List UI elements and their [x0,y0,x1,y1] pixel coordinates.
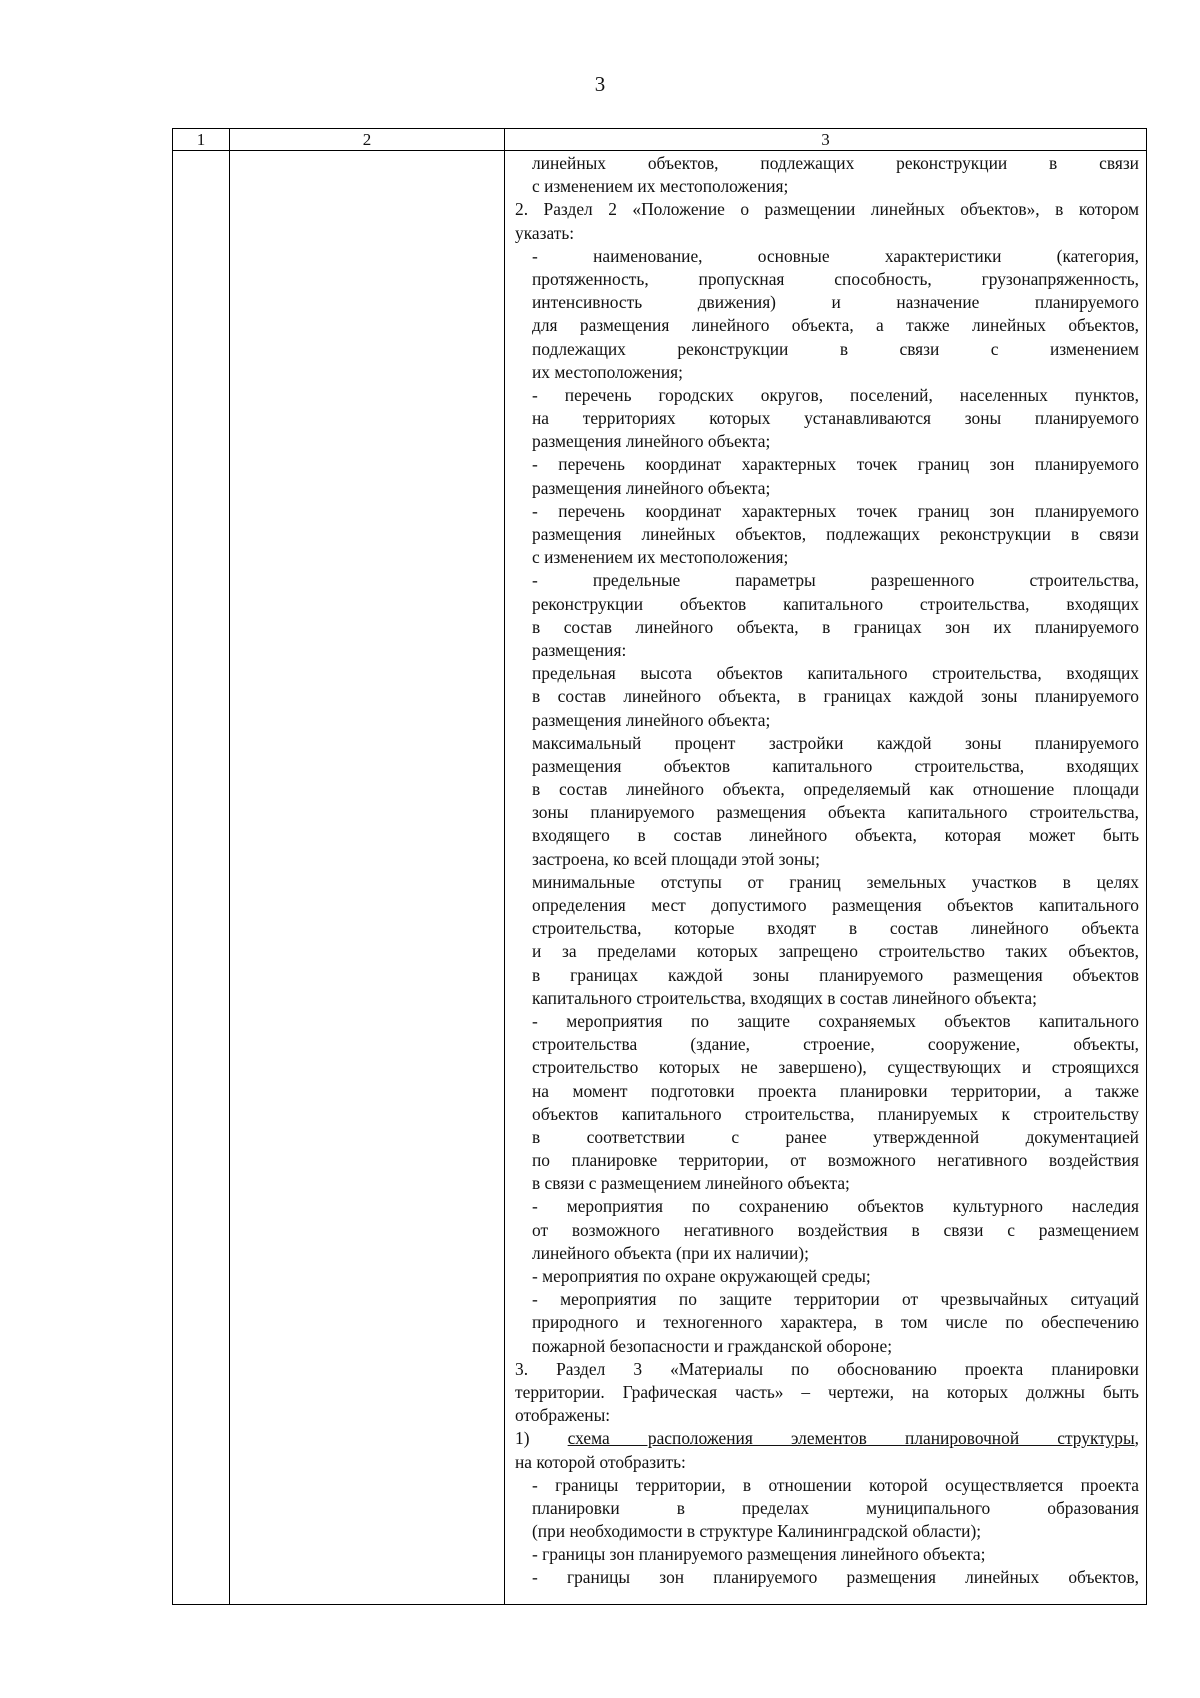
text-line: максимальный процент застройки каждой зоны планируемого [532,732,1139,753]
text-line: минимальные отступы от границ земельных участков в целях [532,871,1139,892]
text-line: предельная высота объектов капитального строительства, входящих [532,663,1139,684]
text-line: 3. Раздел 3 «Материалы по обоснованию проекта планировки [515,1358,1139,1379]
text-line: определения мест допустимого размещения объектов капитального [532,895,1139,915]
text-line: на момент подготовки проекта планировки территории, а также [532,1080,1139,1101]
text-line: указать: [515,222,575,243]
text-line: в состав линейного объекта, в границах зон их планируемого [532,616,1139,637]
text-line: - перечень координат характерных точек границ зон планируемого [532,454,1139,475]
text-line: строительства, которые входят в состав линейного объекта [532,918,1139,939]
text-line: - перечень координат характерных точек границ зон планируемого [532,500,1139,521]
text-line: капитального строительства, входящих в состав линейного объекта; [532,987,1037,1008]
text-line: в состав линейного объекта, в границах каждой зоны планируемого [532,686,1139,707]
text-line: размещения линейных объектов, подлежащих реконструкции в связи [532,524,1139,544]
page-number: 3 [594,72,606,96]
text-line: подлежащих реконструкции в связи с изменением [532,338,1139,359]
column-header-1: 1 [196,130,206,149]
text-line: застроена, ко всей площади этой зоны; [532,848,820,869]
text-line: (при необходимости в структуре Калининградской области); [532,1521,982,1542]
text-line: размещения линейного объекта; [532,477,771,498]
column-header-2: 2 [362,130,372,149]
text-line: - мероприятия по сохранению объектов культурного наследия [532,1196,1139,1217]
text-line: - предельные параметры разрешенного строительства, [532,570,1139,591]
text-line: с изменением их местоположения; [532,176,789,197]
text-line: от возможного негативного воздействия в связи с размещением [532,1219,1139,1240]
requirements-table [172,128,1147,1605]
text-line: размещения линейного объекта; [532,709,771,730]
text-line: и за пределами которых запрещено строительство таких объектов, [532,941,1139,962]
column-divider [504,129,505,1604]
text-line: строительство которых не завершено), существующих и строящихся [532,1057,1139,1078]
text-line: 1) схема расположения элементов планировочной структуры, [515,1428,1139,1449]
text-line: - мероприятия по защите сохраняемых объектов капитального [532,1010,1139,1031]
text-line: линейного объекта (при их наличии); [532,1242,809,1263]
text-line: размещения линейного объекта; [532,431,771,452]
text-line: на территориях которых устанавливаются зоны планируемого [532,408,1139,429]
text-line: - границы зон планируемого размещения линейных объектов, [532,1567,1139,1588]
text-line: размещения объектов капитального строительства, входящих [532,755,1139,776]
text-line: - границы территории, в отношении которой осуществляется проекта [532,1474,1139,1495]
text-line: в границах каждой зоны планируемого размещения объектов [532,964,1139,985]
text-line: линейных объектов, подлежащих реконструкции в связи [532,153,1139,173]
text-line: природного и техногенного характера, в том числе по обеспечению [532,1312,1139,1333]
column-divider [229,129,230,1604]
text-line: - наименование, основные характеристики (категория, [532,245,1139,266]
text-line: зоны планируемого размещения объекта капитального строительства, [532,802,1139,823]
text-line: территории. Графическая часть» – чертежи, на которых должны быть [515,1381,1139,1402]
text-line: планировки в пределах муниципального образования [532,1497,1139,1518]
text-line: пожарной безопасности и гражданской обороне; [532,1335,893,1356]
text-line: - границы зон планируемого размещения линейного объекта; [532,1544,986,1565]
text-line: отображены: [515,1405,611,1426]
column-3-content [515,152,1139,1590]
text-line: входящего в состав линейного объекта, которая может быть [532,825,1139,846]
text-line: на которой отобразить: [515,1451,686,1472]
text-line: в состав линейного объекта, определяемый как отношение площади [532,779,1139,800]
text-line: - мероприятия по защите территории от чрезвычайных ситуаций [532,1289,1139,1310]
text-line: - мероприятия по охране окружающей среды; [532,1266,871,1286]
column-header-3: 3 [821,130,830,149]
underlined-term: схема расположения элементов планировочной структуры [567,1428,1135,1449]
text-line: 2. Раздел 2 «Положение о размещении линейных объектов», в котором [515,199,1139,220]
header-divider [173,150,1146,151]
text-line: размещения: [532,639,627,660]
text-line: строительства (здание, строение, сооружение, объекты, [532,1034,1139,1055]
text-line: их местоположения; [532,361,683,382]
text-line: реконструкции объектов капитального строительства, входящих [532,593,1139,614]
text-line: объектов капитального строительства, планируемых к строительству [532,1103,1139,1124]
text-line: в связи с размещением линейного объекта; [532,1173,850,1194]
text-line: интенсивность движения) и назначение планируемого [532,292,1139,313]
text-line: протяженность, пропускная способность, грузонапряженность, [532,268,1139,289]
text-line: - перечень городских округов, поселений, населенных пунктов, [532,384,1139,405]
text-line: для размещения линейного объекта, а также линейных объектов, [532,315,1139,336]
text-line: по планировке территории, от возможного негативного воздействия [532,1150,1139,1171]
text-line: в соответствии с ранее утвержденной документацией [532,1126,1139,1147]
text-line: с изменением их местоположения; [532,547,789,568]
